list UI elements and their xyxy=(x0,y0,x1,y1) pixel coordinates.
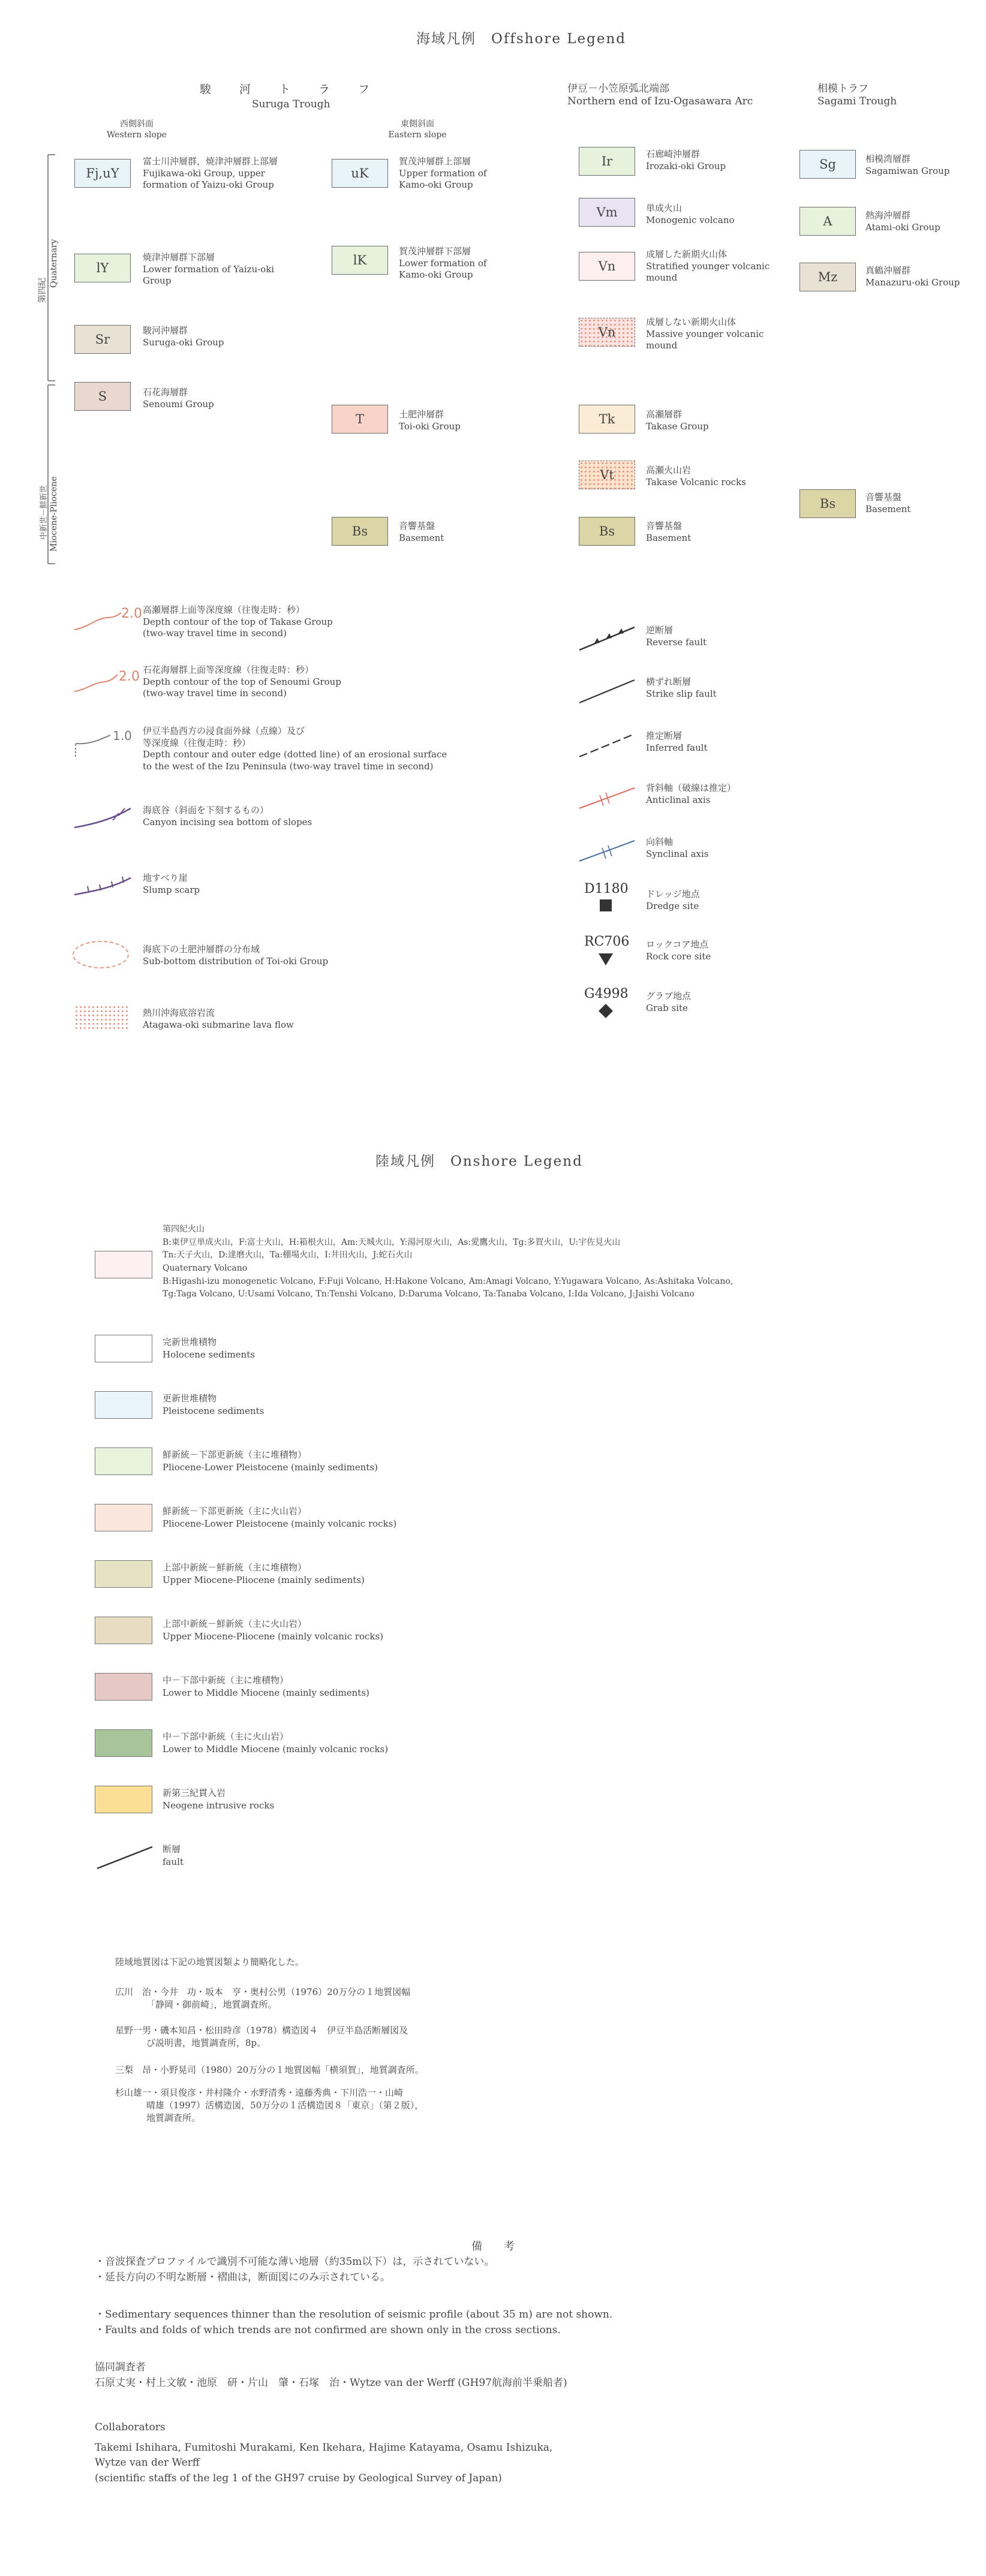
unit-box-ir: Ir xyxy=(579,147,635,176)
svg-text:1.0: 1.0 xyxy=(113,729,132,743)
sagami-title xyxy=(817,83,897,109)
onshore-label-upper-miocene-sed: 上部中新統－鮮新統（主に堆積物） Upper Miocene-Pliocene (mainly sediments) xyxy=(163,1562,365,1585)
onshore-box-intrusive xyxy=(95,1786,152,1813)
sagami-title-jp: 相模トラフ xyxy=(817,83,868,95)
symbol-label-anticlinal: 背斜軸（破線は推定） Anticlinal axis xyxy=(646,783,737,805)
onshore-label-upper-miocene-vol: 上部中新統－鮮新統（主に火山岩） Upper Miocene-Pliocene (mainly volcanic rocks) xyxy=(163,1618,384,1642)
grab-site-code: G4998 xyxy=(584,986,629,1001)
symbol-label-toi-distribution: 海底下の土肥沖層群の分布域 Sub-bottom distribution of Toi-oki Group xyxy=(143,944,329,967)
symbol-label-dredge: ドレッジ地点 Dredge site xyxy=(646,889,700,911)
unit-label-vn-stratified: 成層した新期火山体 Stratified younger volcanic mound xyxy=(646,249,770,283)
unit-label-uk: 賀茂沖層群上部層 Upper formation of Kamo-oki Group xyxy=(399,156,487,190)
notes-jp: ・音波探査プロファイルで識別不可能な薄い地層（約35m以下）は，示されていない。 ・延長方向の不明な断層・褶曲は，断面図にのみ示されている。 xyxy=(95,2256,495,2283)
unit-box-t: T xyxy=(332,405,388,434)
unit-box-fj-uy: Fj,uY xyxy=(74,159,131,188)
symbol-label-takase-contour: 高瀬層群上面等深度線（往復走時：秒） Depth contour of the top of Takase Group (two-way travel time in second) xyxy=(143,604,333,639)
unit-box-vt: Vt xyxy=(579,461,635,489)
unit-label-mz: 真鶴沖層群 Manazuru-oki Group xyxy=(865,265,960,288)
onshore-box-pliocene-sed xyxy=(95,1448,152,1475)
unit-label-fj-uy: 富士川沖層群，焼津沖層群上部層 Fujikawa-oki Group, upper formation of Yaizu-oki Group xyxy=(143,156,278,190)
unit-label-ir: 石廊崎沖層群 Irozaki-oki Group xyxy=(646,149,726,171)
takase-contour-icon xyxy=(71,607,143,637)
unit-label-sg: 相模湾層群 Sagamiwan Group xyxy=(865,154,950,176)
grab-diamond-icon xyxy=(597,1003,615,1021)
unit-label-sr: 駿河沖層群 Suruga-oki Group xyxy=(143,325,224,348)
onshore-box-pliocene-vol xyxy=(95,1504,152,1531)
collaborators-en: Collaborators Takemi Ishihara, Fumitoshi Murakami, Ken Ikehara, Hajime Katayama, Osamu Ishizuka, Wytze van der Werff (scientific staffs of the leg 1 of the GH97 cruise by Geological Survey of Japan) xyxy=(95,2421,553,2484)
east-slope-en: Eastern slope xyxy=(388,130,447,140)
fault-line-icon xyxy=(95,1842,155,1872)
unit-label-lk: 賀茂沖層群下部層 Lower formation of Kamo-oki Group xyxy=(399,246,487,280)
onshore-label-lower-miocene-sed: 中－下部中新統（主に堆積物） Lower to Middle Miocene (mainly sediments) xyxy=(163,1675,369,1698)
notes-title: 備 考 xyxy=(471,2240,515,2253)
unit-box-uk: uK xyxy=(332,159,388,188)
unit-box-bs-sagami: Bs xyxy=(799,489,856,518)
onshore-label-lower-miocene-vol: 中－下部中新統（主に火山岩） Lower to Middle Miocene (mainly volcanic rocks) xyxy=(163,1731,389,1755)
dredge-square-icon xyxy=(600,899,612,911)
senoumi-contour-icon xyxy=(71,667,143,697)
reference-entry: 三梨 昂・小野晃司（1980）20万分の１地質図幅「横須賀」，地質調査所。 xyxy=(115,2065,424,2075)
reference-entry: 星野一男・磯本知昌・松田時彦（1978）構造図４ 伊豆半島活断層図及 び説明書，地質調査所，8p。 xyxy=(115,2025,408,2048)
unit-box-s: S xyxy=(74,382,131,411)
inferred-fault-icon xyxy=(576,726,642,762)
rock-core-triangle-icon xyxy=(597,952,615,967)
onshore-label-pliocene-vol: 鮮新統－下部更新統（主に火山岩） Pliocene-Lower Pleistocene (mainly volcanic rocks) xyxy=(163,1506,397,1529)
contour-value-text: 2.0 xyxy=(121,607,142,621)
reference-entry: 広川 治・今井 功・坂本 亨・奥村公男（1976）20万分の１地質図幅 「静岡・御前崎」，地質調査所。 xyxy=(115,1987,411,2010)
suruga-title-jp: 駿 河 ト ラ フ xyxy=(200,83,372,96)
izu-title-en: Northern end of Izu-Ogasawara Arc xyxy=(567,95,753,108)
unit-box-a: A xyxy=(799,207,856,236)
symbol-label-lava-flow: 熱川沖海底溶岩流 Atagawa-oki submarine lava flow xyxy=(143,1007,294,1030)
unit-label-vn-massive: 成層しない新期火山体 Massive younger volcanic mound xyxy=(646,317,764,351)
miocene-en: Miocene-Pliocene xyxy=(49,476,59,552)
izu-title-jp: 伊豆－小笠原弧北端部 xyxy=(567,83,669,95)
onshore-label-fault: 断層 fault xyxy=(163,1844,184,1867)
onshore-box-lower-miocene-vol xyxy=(95,1729,152,1757)
suruga-title-en: Suruga Trough xyxy=(252,98,330,110)
erosional-surface-icon xyxy=(71,727,143,769)
synclinal-axis-icon xyxy=(576,831,642,867)
unit-label-vt: 高瀬火山岩 Takase Volcanic rocks xyxy=(646,465,746,487)
unit-box-vn-stratified: Vn xyxy=(579,252,635,281)
east-slope-jp: 東側斜面 xyxy=(401,119,434,129)
symbol-label-canyon: 海底谷（斜面を下刻するもの） Canyon incising sea bottom of slopes xyxy=(143,805,312,827)
unit-box-bs-east: Bs xyxy=(332,517,388,546)
onshore-box-pleistocene xyxy=(95,1391,152,1419)
dredge-site-code: D1180 xyxy=(584,881,629,896)
unit-box-sg: Sg xyxy=(799,150,856,179)
unit-label-bs-east: 音響基盤 Basement xyxy=(399,520,444,543)
unit-label-ly: 焼津沖層群下部層 Lower formation of Yaizu-oki Group xyxy=(143,252,275,286)
unit-label-vm: 単成火山 Monogenic volcano xyxy=(646,203,735,225)
onshore-box-holocene xyxy=(95,1335,152,1362)
unit-label-s: 石花海層群 Senoumi Group xyxy=(143,387,214,410)
symbol-label-rock-core: ロックコア地点 Rock core site xyxy=(646,939,711,962)
symbol-label-senoumi-contour: 石花海層群上面等深度線（往復走時：秒） Depth contour of the top of Senoumi Group (two-way travel time in second) xyxy=(143,664,341,699)
onshore-label-holocene: 完新世堆積物 Holocene sediments xyxy=(163,1337,255,1360)
symbol-label-reverse-fault: 逆断層 Reverse fault xyxy=(646,625,707,648)
collaborators-jp: 協同調査者 石原丈実・村上文敏・池原 研・片山 肇・石塚 治・Wytze van der Werff (GH97航海前半乗船者) xyxy=(95,2361,567,2389)
symbol-label-inferred-fault: 推定断層 Inferred fault xyxy=(646,730,708,753)
symbol-label-strike-slip: 横ずれ断層 Strike slip fault xyxy=(646,676,717,699)
onshore-box-upper-miocene-vol xyxy=(95,1617,152,1644)
anticlinal-axis-icon xyxy=(576,778,642,814)
unit-box-tk: Tk xyxy=(579,405,635,434)
unit-label-tk: 高瀬層群 Takase Group xyxy=(646,409,709,432)
izu-title xyxy=(567,83,753,109)
onshore-label-intrusive: 新第三紀貫入岩 Neogene intrusive rocks xyxy=(163,1787,275,1811)
lava-flow-pattern xyxy=(74,1005,130,1029)
svg-text:2.0: 2.0 xyxy=(119,669,140,684)
onshore-box-upper-miocene-sed xyxy=(95,1560,152,1588)
onshore-label-quaternary-volcano: 第四紀火山 B:東伊豆単成火山，F:富士火山，H:箱根火山，Am:天城火山，Y:湯河原火山，As:愛鷹火山，Tg:多賀火山，U:宇佐見火山 Tn:天子火山，D:達磨火山，Ta:棚場火山，I:井田火山，J:蛇石火山 Quaternary Volcano B:Higashi-izu monogenetic Volcano, F:Fuji Volcano, H:Hakone Volcano, Am:Amagi Volcano, Y:Yugawara Volcano, As:Ashitaka Volcano, Tg:Taga Volcano, U:Usami Volcano, Tn:Tenshi Volcano, D:Daruma Volcano, Ta:Tanaba Volcano, I:Ida Volcano, J:Jaishi Volcano xyxy=(163,1224,734,1299)
rock-core-code: RC706 xyxy=(584,934,630,949)
onshore-box-lower-miocene-sed xyxy=(95,1673,152,1701)
west-slope-en: Western slope xyxy=(106,130,167,140)
onshore-title: 陸域凡例 Onshore Legend xyxy=(375,1154,583,1169)
unit-box-vn-massive: Vn xyxy=(579,318,635,347)
unit-box-sr: Sr xyxy=(74,325,131,354)
miocene-jp: 中新世－鮮新世 xyxy=(40,484,49,540)
reverse-fault-icon xyxy=(576,619,642,655)
unit-box-mz: Mz xyxy=(799,263,856,291)
unit-box-ly: lY xyxy=(74,254,131,282)
unit-label-bs-izu: 音響基盤 Basement xyxy=(646,520,692,543)
references-intro: 陸域地質図は下記の地質図類より簡略化した。 xyxy=(115,1957,305,1967)
sagami-title-en: Sagami Trough xyxy=(817,95,897,108)
east-slope-header xyxy=(381,119,453,140)
strike-slip-fault-icon xyxy=(576,672,642,708)
reference-entry: 杉山雄一・須貝俊彦・井村隆介・水野清秀・遠藤秀典・下川浩一・山崎 晴雄（1997）活構造図，50万分の１活構造図８「東京」（第２版）， 地質調査所。 xyxy=(115,2087,424,2123)
notes-en: ・Sedimentary sequences thinner than the resolution of seismic profile (about 35 m) are not shown. ・Faults and folds of which trends are not confirmed are shown only in the cross sections. xyxy=(95,2309,613,2336)
symbol-label-erosional-surface: 伊豆半島西方の浸食面外縁（点線）及び 等深度線（往復走時：秒） Depth contour and outer edge (dotted line) of an erosional surface to the west of the Izu Peninsula (two-way travel time in second) xyxy=(143,726,447,772)
unit-label-t: 土肥沖層群 Toi-oki Group xyxy=(399,409,461,432)
offshore-title: 海域凡例 Offshore Legend xyxy=(416,31,627,47)
toi-distribution-icon xyxy=(71,937,143,973)
quaternary-jp: 第四紀 xyxy=(38,278,47,303)
unit-box-bs-izu: Bs xyxy=(579,517,635,546)
west-slope-header xyxy=(101,119,173,140)
unit-box-lk: lK xyxy=(332,246,388,275)
unit-label-bs-sagami: 音響基盤 Basement xyxy=(865,492,911,514)
unit-label-a: 熱海沖層群 Atami-oki Group xyxy=(865,210,940,233)
west-slope-jp: 西側斜面 xyxy=(120,119,154,129)
quaternary-en: Quaternary xyxy=(49,239,59,288)
unit-box-vm: Vm xyxy=(579,198,635,227)
slump-scarp-icon xyxy=(71,871,143,901)
onshore-box-quaternary-volcano xyxy=(95,1251,152,1278)
onshore-label-pliocene-sed: 鮮新統－下部更新統（主に堆積物） Pliocene-Lower Pleistocene (mainly sediments) xyxy=(163,1449,378,1473)
onshore-label-pleistocene: 更新世堆積物 Pleistocene sediments xyxy=(163,1393,264,1416)
symbol-label-slump-scarp: 地すべり崖 Slump scarp xyxy=(143,872,200,895)
canyon-icon xyxy=(71,804,143,833)
symbol-label-grab: グラブ地点 Grab site xyxy=(646,991,692,1013)
symbol-label-synclinal: 向斜軸 Synclinal axis xyxy=(646,836,709,859)
